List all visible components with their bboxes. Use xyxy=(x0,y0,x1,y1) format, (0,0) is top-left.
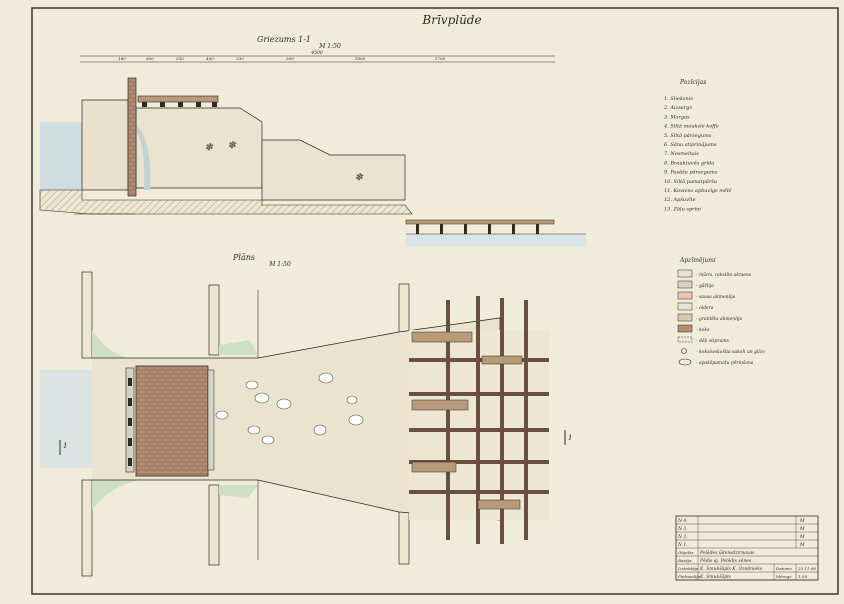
title-block-value: K. Smukšāpls xyxy=(700,575,731,580)
revision-number: N 2. xyxy=(678,535,688,540)
grass-bank xyxy=(92,480,140,510)
parts-legend-item: 4. Siltā mauksle koffe xyxy=(664,123,719,130)
left-wall-lower xyxy=(82,480,92,576)
title-block-value: K. Smukšāpls K. Ozolinieks xyxy=(700,567,763,572)
section-scale: M 1:50 xyxy=(319,43,341,50)
title-block-label: Objekts xyxy=(678,550,694,555)
parts-legend-title: Pozīcijas xyxy=(680,79,707,86)
dimension-label: 800 xyxy=(146,56,154,61)
svg-text:1: 1 xyxy=(568,434,573,442)
upstream-pool xyxy=(40,370,92,468)
grass-bank xyxy=(219,485,258,498)
title-block-label: Izstrādāja xyxy=(678,566,699,571)
materials-legend-item: - koksiwskoštia sakeli un gilzo xyxy=(696,350,765,355)
revision-number: N 1. xyxy=(678,543,688,548)
materials-legend xyxy=(678,270,765,366)
revision-number: N 3. xyxy=(678,527,688,532)
upstream-water xyxy=(40,122,82,190)
parts-legend-item: 2. Aizsargs xyxy=(664,105,692,112)
title-block-label: Mērogs xyxy=(776,574,792,579)
parts-legend-item: 9. Pasāžu pārsegums xyxy=(664,169,718,176)
material-swatch xyxy=(678,325,692,332)
materials-legend-item: - dēļi stiprums xyxy=(696,339,729,344)
revision-mark: M xyxy=(800,535,805,540)
right-wall-upper xyxy=(209,285,219,355)
svg-text:✻: ✻ xyxy=(228,141,236,151)
materials-legend-item: - oldera xyxy=(696,306,714,311)
title-block-value: Pelēdes ūdensdzirnavas xyxy=(700,551,755,556)
plan-bridge-deck xyxy=(136,366,208,476)
revision-mark: M xyxy=(800,519,805,524)
materials-legend-title: Apzīmējumi xyxy=(680,257,716,264)
materials-legend-item: - gāžlija xyxy=(696,284,714,289)
material-swatch xyxy=(682,349,687,354)
downstream-apron xyxy=(262,140,405,200)
grass-bank xyxy=(219,340,258,355)
title-block-value: Pēdis aj. Pelēdis sēnes xyxy=(700,559,752,564)
dimension-label: 1700 xyxy=(434,56,446,61)
parts-legend-item: 8. Brauktuvēs grīda xyxy=(664,160,715,167)
parts-legend-item: 10. Siltā pamatpāršu xyxy=(664,178,718,185)
title-block-label: Rasēja xyxy=(678,558,692,563)
plan-scale: M 1:50 xyxy=(269,261,291,268)
section-mark-right xyxy=(565,430,572,445)
parts-legend-item: 5. Siltā pārsegums xyxy=(664,132,712,139)
materials-legend-item: - mūris, rakstīts akmens xyxy=(696,273,752,278)
revision-number: N 4. xyxy=(678,519,688,524)
materials-legend-item: - grantēta akmeņlija xyxy=(696,317,743,322)
material-swatch xyxy=(679,359,691,365)
material-swatch xyxy=(678,292,692,299)
parts-legend-item: 11. Koviens apbuvīgs mēlē xyxy=(664,188,732,194)
revision-mark: M xyxy=(800,527,805,532)
material-swatch xyxy=(678,337,692,342)
gate-post xyxy=(128,78,136,196)
title-block-label: Pārbaudīja xyxy=(678,574,700,579)
top-dimension-labels xyxy=(118,50,445,61)
material-swatch xyxy=(678,270,692,277)
timber-crib xyxy=(409,296,549,544)
left-embankment xyxy=(82,100,128,190)
revision-mark: M xyxy=(800,543,805,548)
dimension-label: 330 xyxy=(236,56,244,61)
svg-text:1: 1 xyxy=(63,442,68,450)
dimension-label: 1800 xyxy=(354,56,366,61)
parts-legend-item: 3. Margas xyxy=(664,114,690,121)
plan-view xyxy=(40,253,572,576)
svg-text:✻: ✻ xyxy=(355,173,363,183)
title-block-value: 1:50 xyxy=(798,574,807,579)
parts-legend-item: 6. Sānu stiprinājums xyxy=(664,142,717,148)
downstream-pier xyxy=(406,220,586,246)
plan-label: Plāns xyxy=(233,253,255,262)
parts-legend xyxy=(663,96,732,212)
section-bridge-deck xyxy=(138,96,218,102)
dimension-label: 400 xyxy=(206,56,214,61)
materials-legend-item: - apakšpamatu pēriņšana xyxy=(696,361,754,366)
parts-legend-item: 12. Apšuvīte xyxy=(664,197,696,204)
parts-legend-item: 7. Nosmeltais xyxy=(664,151,699,158)
dimension-label: 550 xyxy=(176,56,184,61)
section-beams xyxy=(142,102,217,107)
material-swatch xyxy=(678,303,692,310)
title-block-label: Datums xyxy=(776,566,792,571)
left-wall-upper xyxy=(82,272,92,358)
sluice-chamber xyxy=(136,108,262,188)
title-block-value: 25.11.08 xyxy=(798,566,816,571)
material-swatch xyxy=(678,281,692,288)
materials-legend-item: - sausa akmeņlija xyxy=(696,295,736,300)
section-view xyxy=(40,35,586,246)
svg-text:✻: ✻ xyxy=(205,143,213,153)
material-swatch xyxy=(678,314,692,321)
right-wall-lower xyxy=(209,485,219,565)
materials-legend-item: - koks xyxy=(696,328,710,333)
drawing-title: Brīvplūde xyxy=(422,13,482,27)
dimension-label: 180 xyxy=(118,56,126,61)
dimension-label: 500 xyxy=(286,56,294,61)
grass-bank xyxy=(92,330,140,360)
parts-legend-item: 13. Zāļu sprīņi xyxy=(664,206,701,213)
parts-legend-item: 1. Slieksnis xyxy=(664,96,693,102)
dimension-label: 4500 xyxy=(311,51,323,56)
section-label: Griezums 1-1 xyxy=(257,35,311,44)
title-block xyxy=(676,516,818,580)
